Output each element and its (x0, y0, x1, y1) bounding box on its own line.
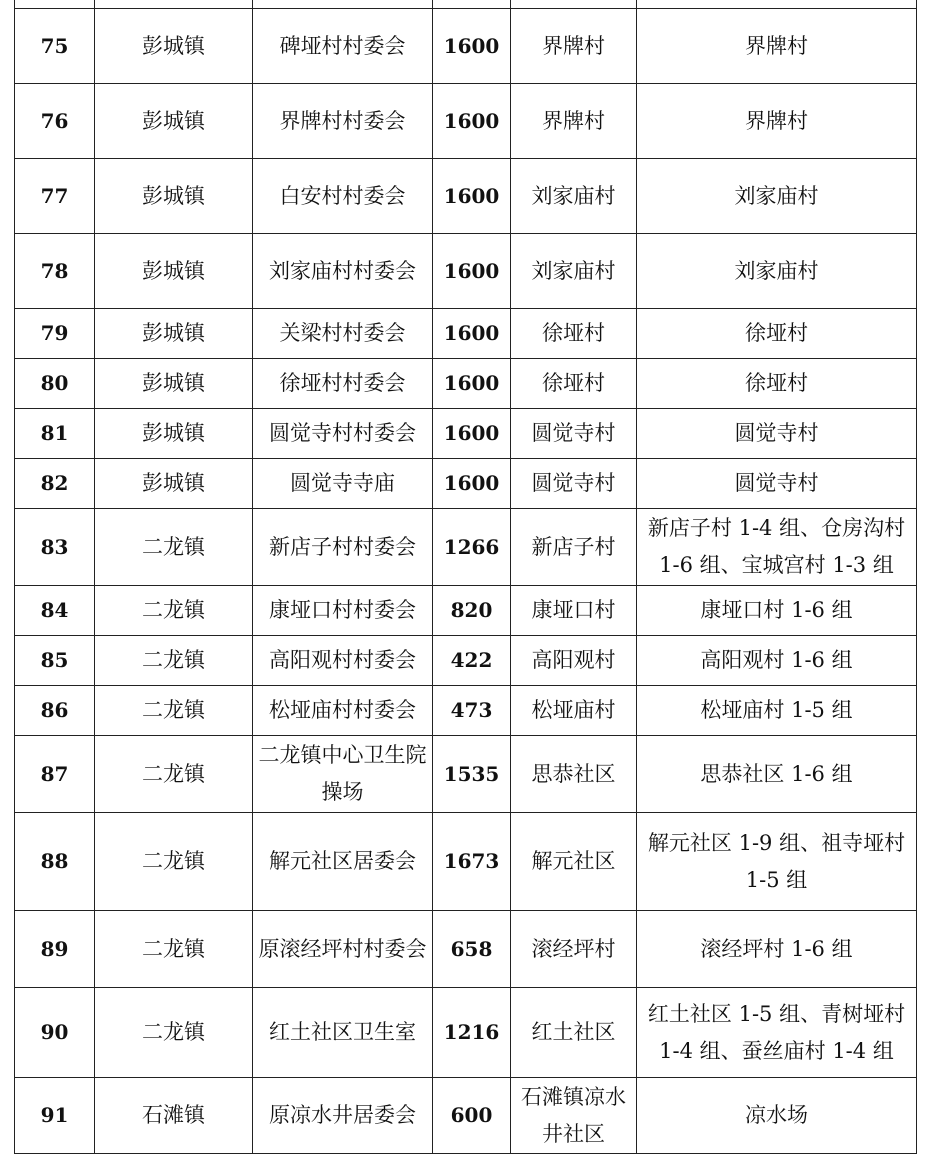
site-cell: 原滚经坪村村委会 (253, 911, 433, 988)
capacity-cell: 1673 (433, 813, 511, 911)
village-cell: 圆觉寺村 (511, 459, 637, 509)
town-cell: 彭城镇 (95, 159, 253, 234)
village-cell: 徐垭村 (511, 309, 637, 359)
shelter-table (14, 0, 917, 1154)
capacity-cell: 600 (433, 1078, 511, 1154)
capacity-cell: 1266 (433, 509, 511, 586)
site-cell: 解元社区居委会 (253, 813, 433, 911)
table-row (15, 686, 917, 736)
town-cell: 彭城镇 (95, 409, 253, 459)
scope-cell: 圆觉寺村 (637, 409, 917, 459)
capacity-cell: 1600 (433, 84, 511, 159)
town-cell: 二龙镇 (95, 911, 253, 988)
village-cell: 石滩镇凉水井社区 (511, 1078, 637, 1154)
scope-cell: 徐垭村 (637, 309, 917, 359)
scope-cell: 高阳观村 1-6 组 (637, 636, 917, 686)
row-number: 89 (15, 911, 95, 988)
scope-cell: 思恭社区 1-6 组 (637, 736, 917, 813)
row-number: 83 (15, 509, 95, 586)
row-number: 86 (15, 686, 95, 736)
table-row-cut (15, 0, 917, 9)
village-cell: 刘家庙村 (511, 159, 637, 234)
town-cell: 二龙镇 (95, 813, 253, 911)
town-cell: 彭城镇 (95, 84, 253, 159)
site-cell: 松垭庙村村委会 (253, 686, 433, 736)
capacity-cell: 422 (433, 636, 511, 686)
table-row (15, 586, 917, 636)
capacity-cell: 658 (433, 911, 511, 988)
capacity-cell: 1216 (433, 988, 511, 1078)
village-cell: 徐垭村 (511, 359, 637, 409)
table-row (15, 84, 917, 159)
scope-cell: 新店子村 1-4 组、仓房沟村 1-6 组、宝城宫村 1-3 组 (637, 509, 917, 586)
capacity-cell: 473 (433, 686, 511, 736)
capacity-cell: 1600 (433, 409, 511, 459)
scope-cell: 松垭庙村 1-5 组 (637, 686, 917, 736)
town-cell: 彭城镇 (95, 9, 253, 84)
row-number: 82 (15, 459, 95, 509)
row-number: 91 (15, 1078, 95, 1154)
capacity-cell: 1600 (433, 459, 511, 509)
row-number: 79 (15, 309, 95, 359)
village-cell: 新店子村 (511, 509, 637, 586)
village-cell: 圆觉寺村 (511, 409, 637, 459)
table-row (15, 636, 917, 686)
scope-cell: 红土社区 1-5 组、青树垭村 1-4 组、蚕丝庙村 1-4 组 (637, 988, 917, 1078)
table-row (15, 911, 917, 988)
site-cell: 原凉水井居委会 (253, 1078, 433, 1154)
scope-cell: 徐垭村 (637, 359, 917, 409)
table-row (15, 509, 917, 586)
row-number: 78 (15, 234, 95, 309)
site-cell: 高阳观村村委会 (253, 636, 433, 686)
table-row (15, 234, 917, 309)
site-cell: 红土社区卫生室 (253, 988, 433, 1078)
table-row (15, 813, 917, 911)
site-cell: 刘家庙村村委会 (253, 234, 433, 309)
scope-cell: 康垭口村 1-6 组 (637, 586, 917, 636)
site-cell: 圆觉寺寺庙 (253, 459, 433, 509)
table-row (15, 409, 917, 459)
row-number: 85 (15, 636, 95, 686)
town-cell: 二龙镇 (95, 636, 253, 686)
site-cell: 白安村村委会 (253, 159, 433, 234)
scope-cell: 滚经坪村 1-6 组 (637, 911, 917, 988)
capacity-cell: 1600 (433, 9, 511, 84)
scope-cell: 界牌村 (637, 9, 917, 84)
capacity-cell: 1600 (433, 359, 511, 409)
scope-cell: 刘家庙村 (637, 234, 917, 309)
capacity-cell: 1535 (433, 736, 511, 813)
site-cell: 二龙镇中心卫生院操场 (253, 736, 433, 813)
table-row (15, 159, 917, 234)
table-row (15, 359, 917, 409)
scope-cell: 界牌村 (637, 84, 917, 159)
scope-cell: 圆觉寺村 (637, 459, 917, 509)
village-cell: 康垭口村 (511, 586, 637, 636)
capacity-cell: 1600 (433, 234, 511, 309)
town-cell: 彭城镇 (95, 309, 253, 359)
village-cell: 高阳观村 (511, 636, 637, 686)
town-cell: 二龙镇 (95, 686, 253, 736)
row-number: 87 (15, 736, 95, 813)
village-cell: 滚经坪村 (511, 911, 637, 988)
capacity-cell: 1600 (433, 159, 511, 234)
village-cell: 界牌村 (511, 9, 637, 84)
table-row (15, 988, 917, 1078)
site-cell: 徐垭村村委会 (253, 359, 433, 409)
scope-cell: 解元社区 1-9 组、祖寺垭村 1-5 组 (637, 813, 917, 911)
table-row (15, 309, 917, 359)
site-cell: 关梁村村委会 (253, 309, 433, 359)
table-row (15, 736, 917, 813)
village-cell: 解元社区 (511, 813, 637, 911)
scope-cell: 刘家庙村 (637, 159, 917, 234)
row-number: 75 (15, 9, 95, 84)
row-number: 84 (15, 586, 95, 636)
site-cell: 新店子村村委会 (253, 509, 433, 586)
scope-cell: 凉水场 (637, 1078, 917, 1154)
village-cell: 红土社区 (511, 988, 637, 1078)
site-cell: 圆觉寺村村委会 (253, 409, 433, 459)
row-number: 81 (15, 409, 95, 459)
village-cell: 刘家庙村 (511, 234, 637, 309)
table-row (15, 9, 917, 84)
town-cell: 二龙镇 (95, 509, 253, 586)
town-cell: 二龙镇 (95, 988, 253, 1078)
table-row (15, 459, 917, 509)
village-cell: 思恭社区 (511, 736, 637, 813)
capacity-cell: 820 (433, 586, 511, 636)
village-cell: 松垭庙村 (511, 686, 637, 736)
row-number: 88 (15, 813, 95, 911)
town-cell: 彭城镇 (95, 234, 253, 309)
village-cell: 界牌村 (511, 84, 637, 159)
town-cell: 石滩镇 (95, 1078, 253, 1154)
town-cell: 彭城镇 (95, 359, 253, 409)
table-body (15, 0, 917, 1154)
table-row (15, 1078, 917, 1154)
capacity-cell: 1600 (433, 309, 511, 359)
row-number: 90 (15, 988, 95, 1078)
town-cell: 彭城镇 (95, 459, 253, 509)
site-cell: 康垭口村村委会 (253, 586, 433, 636)
town-cell: 二龙镇 (95, 736, 253, 813)
site-cell: 碑垭村村委会 (253, 9, 433, 84)
row-number: 76 (15, 84, 95, 159)
row-number: 77 (15, 159, 95, 234)
row-number: 80 (15, 359, 95, 409)
town-cell: 二龙镇 (95, 586, 253, 636)
site-cell: 界牌村村委会 (253, 84, 433, 159)
